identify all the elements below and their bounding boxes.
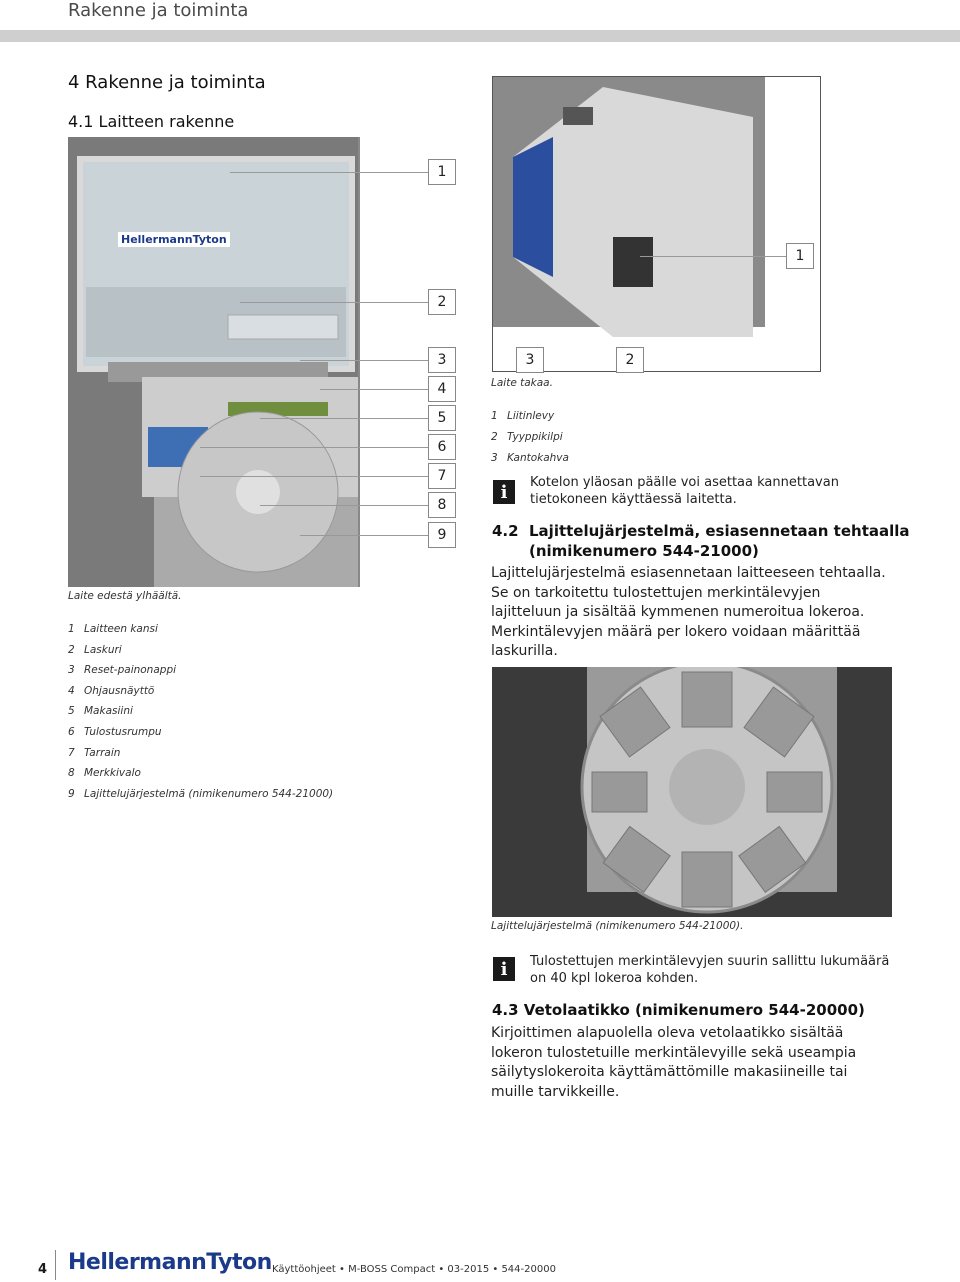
back-device-illustration <box>493 77 821 372</box>
callout-6: 6 <box>428 434 456 460</box>
legend-item: 8 Merkkivalo <box>68 767 141 780</box>
legend-item: 2 Laskuri <box>68 643 122 656</box>
callout-line-4 <box>320 389 428 390</box>
callout-line-7 <box>200 476 428 477</box>
legend-item: 9 Lajittelujärjestelmä (nimikenumero 544-21000) <box>68 787 334 800</box>
front-device-illustration <box>68 137 360 587</box>
legend-item: 3 Reset-painonappi <box>68 664 177 677</box>
back-callout-1: 1 <box>786 243 814 269</box>
info-icon: i <box>493 480 515 504</box>
section-title-4-2-line1: Lajittelujärjestelmä, esiasennetaan tehtaalla <box>529 522 910 540</box>
footer-doc-info: Käyttöohjeet • M-BOSS Compact • 03-2015 • 544-20000 <box>272 1264 556 1275</box>
sorter-illustration <box>492 667 892 917</box>
section-title-4-3: 4.3 Vetolaatikko (nimikenumero 544-20000) <box>492 1001 865 1019</box>
chapter-heading: 4 Rakenne ja toiminta <box>68 72 266 93</box>
front-photo-caption: Laite edestä ylhäältä. <box>68 590 182 602</box>
page-number: 4 <box>38 1262 48 1277</box>
sorter-photo-caption: Lajittelujärjestelmä (nimikenumero 544-21000). <box>491 920 744 932</box>
back-callout-2: 2 <box>616 347 644 373</box>
info-icon: i <box>493 957 515 981</box>
callout-4: 4 <box>428 376 456 402</box>
running-header: Rakenne ja toiminta <box>68 0 249 21</box>
sorter-photo <box>492 667 892 917</box>
header-bar <box>0 30 960 42</box>
callout-line-5 <box>260 418 428 419</box>
section-heading-4-1: 4.1 Laitteen rakenne <box>68 112 235 131</box>
legend-item: 6 Tulostusrumpu <box>68 725 162 738</box>
section-title-4-2-line2: (nimikenumero 544-21000) <box>529 542 759 560</box>
callout-line-6 <box>200 447 428 448</box>
callout-line-8 <box>260 505 428 506</box>
callout-3: 3 <box>428 347 456 373</box>
callout-9: 9 <box>428 522 456 548</box>
back-legend <box>491 410 569 473</box>
callout-7: 7 <box>428 463 456 489</box>
paragraph: Merkintälevyjen määrä per lokero voidaan määrittää laskurilla. <box>491 623 861 659</box>
back-callout-line-1 <box>640 256 786 257</box>
paragraph: Lajittelujärjestelmä esiasennetaan laitteeseen tehtaalla. <box>491 565 886 581</box>
legend-item: 2 Tyyppikilpi <box>491 431 563 443</box>
legend-item: 7 Tarrain <box>68 746 121 759</box>
note-text: Tulostettujen merkintälevyjen suurin sallittu lukumäärä on 40 kpl lokeroa kohden. <box>530 954 890 986</box>
footer-logo: HellermannTyton <box>68 1250 272 1275</box>
back-view-photo <box>492 76 821 372</box>
front-legend <box>68 623 333 808</box>
back-photo-caption: Laite takaa. <box>491 377 553 389</box>
legend-item: 1 Laitteen kansi <box>68 623 158 635</box>
callout-5: 5 <box>428 405 456 431</box>
callout-line-9 <box>300 535 428 536</box>
note-text: Kotelon yläosan päälle voi asettaa kannettavan tietokoneen käyttäessä laitetta. <box>530 475 839 507</box>
section-number-4-2: 4.2 <box>492 522 519 540</box>
paragraph: Se on tarkoitettu tulostettujen merkintälevyjen lajitteluun ja sisältää kymmenen numeroitua lokeroa. <box>491 584 865 620</box>
callout-line-3 <box>300 360 428 361</box>
callout-line-1 <box>230 172 428 173</box>
front-view-photo <box>68 137 360 587</box>
footer-separator <box>55 1250 56 1280</box>
brand-label: HellermannTyton <box>118 232 230 247</box>
legend-item: 1 Liitinlevy <box>491 410 555 422</box>
section-4-3-body: Kirjoittimen alapuolella oleva vetolaatikko sisältää lokeron tulostetuille merkintälevyille sekä useampia säilytyslokeroita käyttämättömille makasiineille tai muille tarvikkeille. <box>491 1025 857 1100</box>
back-callout-3: 3 <box>516 347 544 373</box>
legend-item: 3 Kantokahva <box>491 452 569 464</box>
callout-line-2 <box>240 302 428 303</box>
legend-item: 4 Ohjausnäyttö <box>68 684 155 697</box>
legend-item: 5 Makasiini <box>68 705 133 718</box>
section-4-2-body <box>491 564 891 662</box>
callout-1: 1 <box>428 159 456 185</box>
callout-2: 2 <box>428 289 456 315</box>
callout-8: 8 <box>428 492 456 518</box>
